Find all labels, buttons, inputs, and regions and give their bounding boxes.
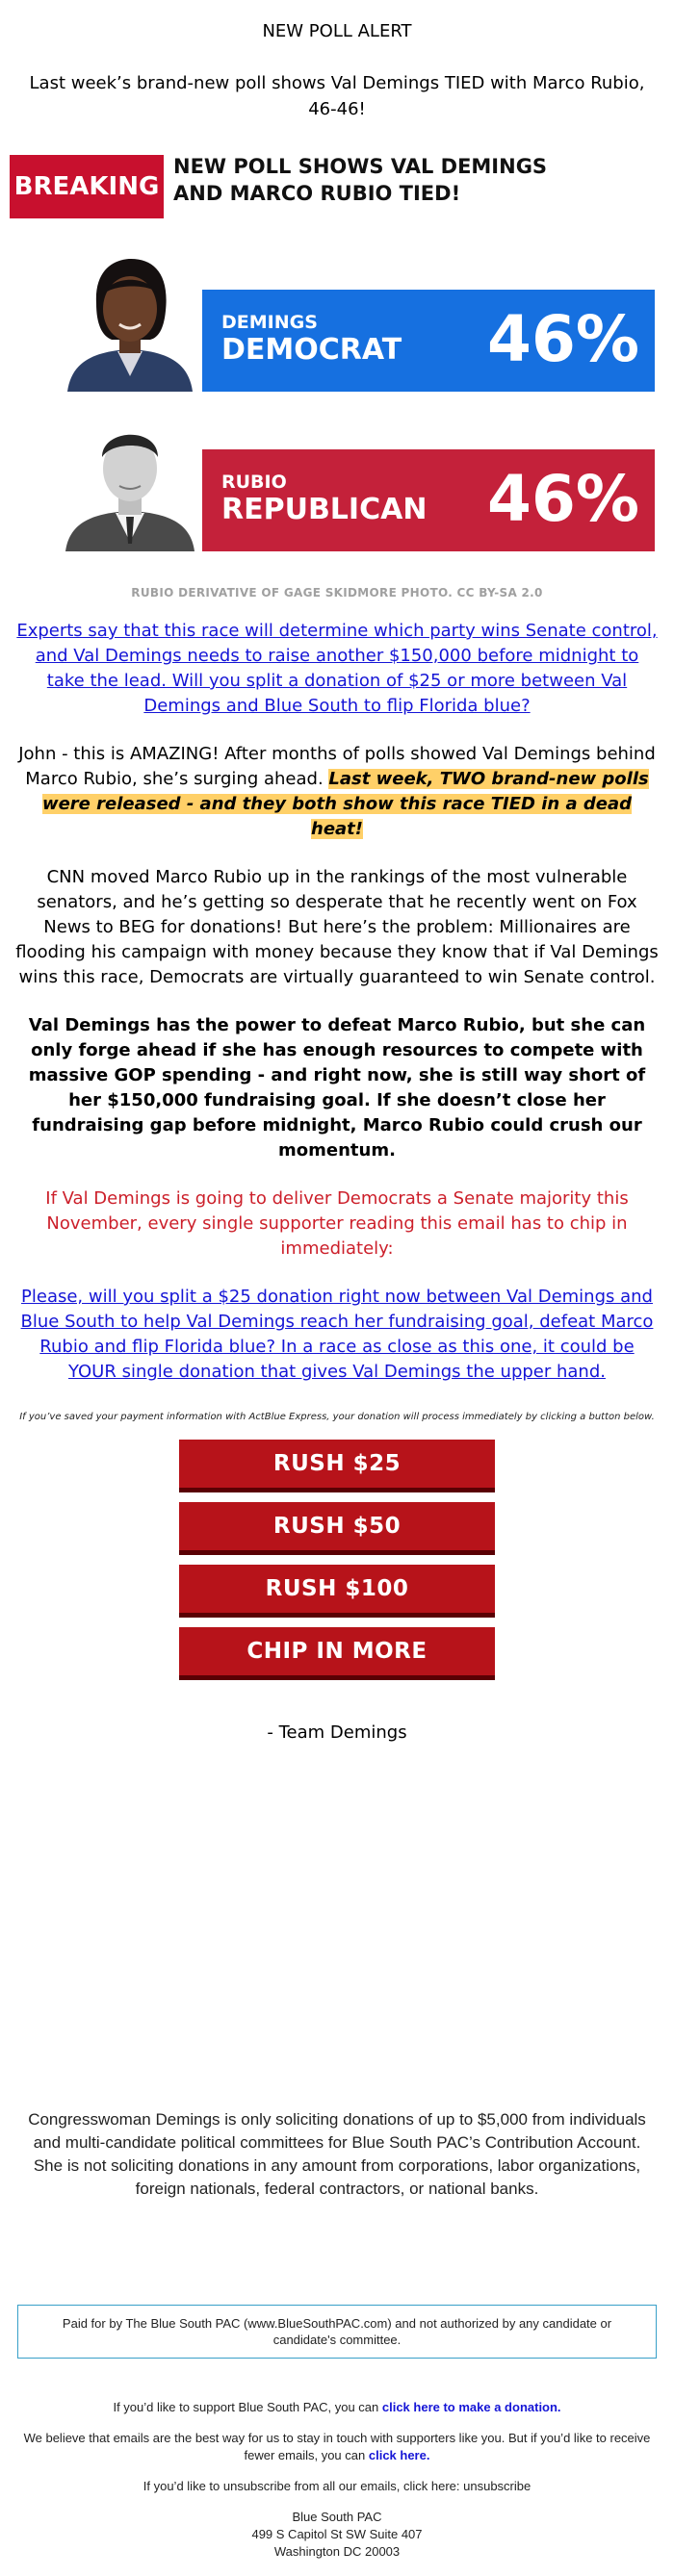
footer-support-text: If you’d like to support Blue South PAC, you can — [113, 2400, 382, 2414]
spacer — [10, 2359, 664, 2399]
donate-link-2[interactable]: Please, will you split a $25 donation right now between Val Demings and Blue South to help Val Demings reach her fundraising goal, defeat Marco Rubio and flip Florida blue? In a race as close as this one, it could be YOUR single donation that gives Val Demings the upper hand. — [20, 1287, 654, 1382]
footer-address-line2: Washington DC 20003 — [273, 2544, 401, 2559]
footer-unsub-text: If you’d like to unsubscribe from all our emails, click here: — [143, 2479, 464, 2493]
donate-link-1-wrapper — [15, 619, 659, 719]
donate-link-2-wrapper — [15, 1285, 659, 1385]
solicitation-disclaimer: Congresswoman Demings is only soliciting donations of up to $5,000 from individuals and multi-candidate political committees for Blue South PAC’s Contribution Account. She is not soliciting donations in any amount from corporations, labor organizations, foreign nationals, federal contractors, or national banks. — [28, 2110, 646, 2198]
body-paragraph-2-highlight: Last week, TWO brand-new polls were released - and they both show this race TIED in a dead heat! — [41, 769, 649, 839]
poll-percent: 46% — [487, 302, 639, 376]
poll-bar-rubio — [202, 449, 655, 551]
breaking-headline-line1: NEW POLL SHOWS VAL DEMINGS — [173, 155, 548, 178]
spacer — [10, 2201, 664, 2305]
body-paragraph-2-text: John - this is AMAZING! After months of polls showed Val Demings behind Marco Rubio, she’s surging ahead. — [18, 744, 656, 789]
lede-text: Last week’s brand-new poll shows Val Demings TIED with Marco Rubio, 46-46! — [29, 73, 645, 119]
rush-100-button[interactable]: RUSH $100 — [179, 1565, 495, 1618]
footer-fewer-text: We believe that emails are the best way for us to stay in touch with supporters like you. But if you’d like to receive fewer emails, you can — [23, 2431, 651, 2462]
breaking-tag: BREAKING — [10, 155, 164, 218]
body-paragraph-5: If Val Demings is going to deliver Democrats a Senate majority this November, every single supporter reading this email has to chip in immediately: — [45, 1188, 629, 1259]
poll-bar-demings — [202, 290, 655, 392]
footer-org-name: Blue South PAC — [292, 2510, 382, 2524]
body-paragraph-3: CNN moved Marco Rubio up in the rankings of the most vulnerable senators, and he’s getting so desperate that he recently went on Fox News to BEG for donations! But here’s the problem: Millionaires are flooding his campaign with money because they know that if Val Demings wins this race, Democrats are virtually guaranteed to win Senate control. — [15, 867, 659, 987]
breaking-headline-line2: AND MARCO RUBIO TIED! — [173, 182, 461, 205]
footer-unsubscribe — [10, 2478, 664, 2495]
footer-address — [10, 2509, 664, 2561]
demings-portrait-icon — [58, 255, 202, 392]
rush-25-button[interactable]: RUSH $25 — [179, 1440, 495, 1492]
unsubscribe-link[interactable]: unsubscribe — [463, 2479, 531, 2493]
poll-candidate-party: REPUBLICAN — [221, 493, 428, 526]
poll-candidate-name: DEMINGS — [221, 312, 318, 333]
poll-card-rubio — [10, 415, 664, 559]
photo-credit: RUBIO DERIVATIVE OF GAGE SKIDMORE PHOTO. CC BY-SA 2.0 — [131, 586, 543, 599]
paid-for-box: Paid for by The Blue South PAC (www.BlueSouthPAC.com) and not authorized by any candidate or candidate's committee. — [17, 2305, 657, 2359]
body-paragraph-2 — [15, 742, 659, 842]
poll-candidate-party: DEMOCRAT — [221, 333, 402, 367]
rush-50-button[interactable]: RUSH $50 — [179, 1502, 495, 1555]
breaking-headline — [173, 153, 547, 207]
fewer-emails-link[interactable]: click here. — [368, 2448, 430, 2462]
footer-fewer-emails — [10, 2430, 664, 2464]
poll-candidate-name: RUBIO — [221, 472, 287, 493]
rubio-portrait-icon — [58, 415, 202, 551]
signoff: - Team Demings — [267, 1722, 407, 1743]
make-donation-link[interactable]: click here to make a donation. — [381, 2400, 561, 2414]
poll-percent: 46% — [487, 462, 639, 536]
donate-buttons — [10, 1440, 664, 1680]
email-title: NEW POLL ALERT — [262, 21, 412, 41]
email-body — [10, 21, 664, 2561]
spacer — [10, 1743, 664, 2108]
donate-link-1[interactable]: Experts say that this race will determine which party wins Senate control, and Val Demings needs to raise another $150,000 before midnight to take the lead. Will you split a donation of $25 or more between Val Demings and Blue South to flip Florida blue? — [16, 621, 658, 716]
body-paragraph-4: Val Demings has the power to defeat Marco Rubio, but she can only forge ahead if she has enough resources to compete with massive GOP spending - and right now, she is still way short of her $150,000 fundraising goal. If she doesn’t close her fundraising gap before midnight, Marco Rubio could crush our momentum. — [28, 1015, 646, 1160]
breaking-banner — [10, 145, 664, 222]
footer-address-line1: 499 S Capitol St SW Suite 407 — [251, 2527, 423, 2541]
actblue-express-note: If you’ve saved your payment information with ActBlue Express, your donation will process immediately by clicking a button below. — [19, 1412, 655, 1422]
footer-support — [10, 2399, 664, 2416]
poll-card-demings — [10, 255, 664, 399]
chip-in-more-button[interactable]: CHIP IN MORE — [179, 1627, 495, 1680]
